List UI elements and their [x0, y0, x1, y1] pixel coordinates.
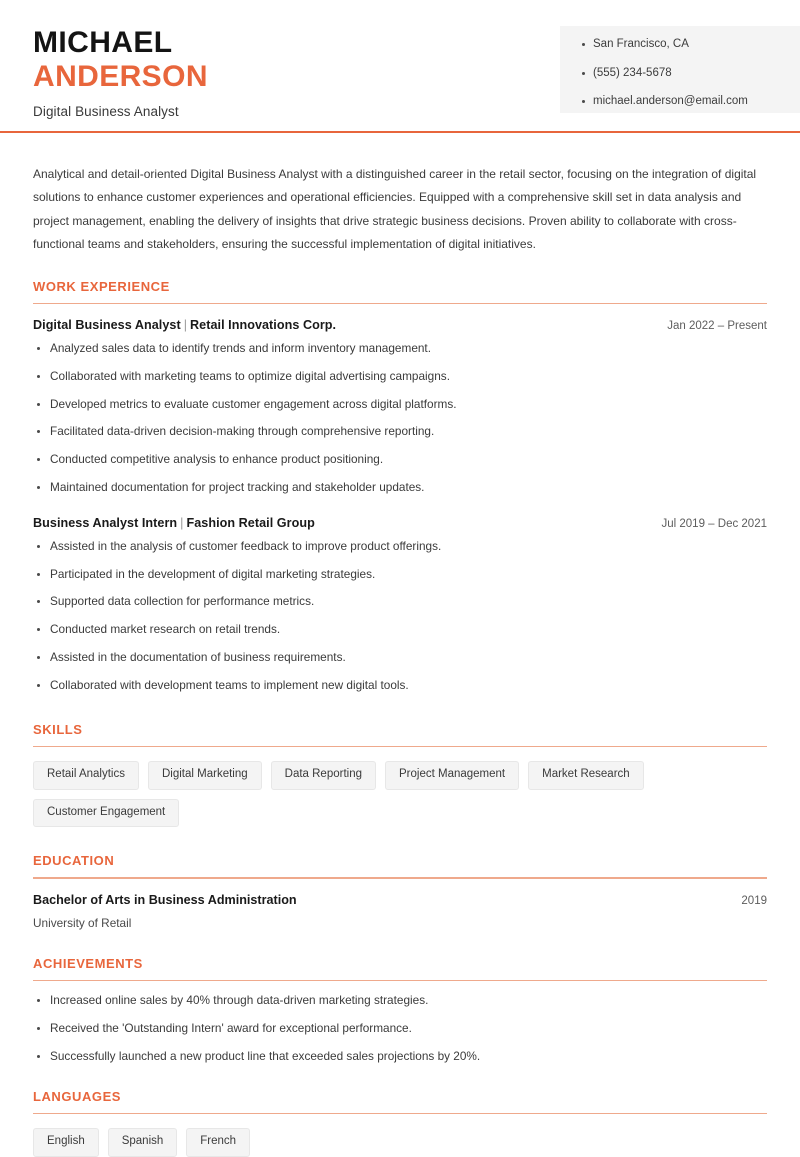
experience-entry-header [33, 516, 767, 530]
experience-role: Business Analyst Intern [33, 515, 178, 530]
section-divider [33, 303, 767, 305]
skill-pill: Retail Analytics [33, 761, 139, 790]
education-entry [33, 893, 767, 930]
section-education [33, 853, 767, 930]
experience-role: Digital Business Analyst [33, 318, 181, 333]
education-year: 2019 [741, 894, 767, 907]
job-title: Digital Business Analyst [33, 104, 179, 120]
experience-bullet: Supported data collection for performance metrics. [33, 596, 767, 608]
experience-company: Retail Innovations Corp. [190, 318, 337, 333]
section-languages [33, 1089, 767, 1157]
achievement-bullet: Successfully launched a new product line that exceeded sales projections by 20%. [33, 1051, 767, 1063]
language-pill: French [186, 1128, 250, 1157]
section-title-work-experience: WORK EXPERIENCE [33, 278, 170, 294]
education-entry-header [33, 893, 767, 907]
section-divider [33, 1113, 767, 1115]
experience-bullet: Facilitated data-driven decision-making through comprehensive reporting. [33, 426, 767, 438]
contact-phone[interactable]: (555) 234-5678 [582, 68, 800, 80]
experience-entry-header [33, 318, 767, 332]
skill-pill: Project Management [385, 761, 519, 790]
contact-location: San Francisco, CA [582, 39, 800, 51]
first-name: MICHAEL [33, 26, 173, 59]
language-pill: Spanish [108, 1128, 178, 1157]
languages-pill-row [33, 1128, 767, 1157]
experience-bullet: Collaborated with marketing teams to optimize digital advertising campaigns. [33, 371, 767, 383]
achievements-bullet-list [33, 995, 767, 1062]
experience-entry [33, 318, 767, 494]
role-company-separator: | [180, 515, 184, 530]
professional-summary: Analytical and detail-oriented Digital Business Analyst with a distinguished career in the retail sector, focusing on the integration of digital solutions to enhance customer experiences and operational efficiencies. Equipped with a comprehensive skill set in data analysis and project management, enabling the delivery of insights that drive strategic business decisions. Proven ability to collaborate with cross-functional teams and stakeholders, ensuring the successful implementation of digital initiatives. [33, 167, 757, 252]
achievement-bullet: Received the 'Outstanding Intern' award for exceptional performance. [33, 1023, 767, 1035]
section-divider [33, 980, 767, 982]
section-title-education: EDUCATION [33, 853, 115, 869]
experience-role-company [33, 318, 336, 332]
contact-list [582, 39, 800, 108]
experience-bullet: Analyzed sales data to identify trends and inform inventory management. [33, 343, 767, 355]
section-title-languages: LANGUAGES [33, 1088, 122, 1104]
experience-bullet: Collaborated with development teams to implement new digital tools. [33, 680, 767, 692]
section-work-experience [33, 279, 767, 692]
resume-header [0, 0, 800, 132]
experience-date: Jan 2022 – Present [667, 320, 767, 333]
experience-bullet: Conducted competitive analysis to enhance product positioning. [33, 454, 767, 466]
section-skills [33, 722, 767, 828]
education-degree: Bachelor of Arts in Business Administration [33, 892, 297, 907]
contact-email[interactable]: michael.anderson@email.com [582, 96, 800, 108]
experience-role-company [33, 516, 315, 530]
achievement-bullet: Increased online sales by 40% through data-driven marketing strategies. [33, 995, 767, 1007]
section-title-achievements: ACHIEVEMENTS [33, 955, 143, 971]
last-name: ANDERSON [33, 59, 208, 93]
skill-pill: Data Reporting [271, 761, 376, 790]
section-divider [33, 877, 767, 879]
experience-bullet-list [33, 343, 767, 494]
section-achievements [33, 956, 767, 1063]
experience-bullet: Developed metrics to evaluate customer engagement across digital platforms. [33, 399, 767, 411]
experience-bullet: Assisted in the analysis of customer feedback to improve product offerings. [33, 541, 767, 553]
resume-content [0, 132, 800, 1157]
skill-pill: Customer Engagement [33, 799, 179, 828]
contact-info-box [560, 26, 800, 113]
language-pill: English [33, 1128, 99, 1157]
header-divider [0, 131, 800, 133]
section-divider [33, 746, 767, 748]
experience-bullet-list [33, 538, 767, 692]
skill-pill: Market Research [528, 761, 644, 790]
experience-bullet: Participated in the development of digital marketing strategies. [33, 569, 767, 581]
experience-bullet: Maintained documentation for project tracking and stakeholder updates. [33, 482, 767, 494]
experience-company: Fashion Retail Group [186, 515, 315, 530]
experience-entry [33, 516, 767, 692]
experience-date: Jul 2019 – Dec 2021 [661, 517, 767, 530]
role-company-separator: | [183, 318, 188, 333]
education-school: University of Retail [33, 915, 132, 930]
experience-bullet: Assisted in the documentation of business requirements. [33, 652, 767, 664]
experience-bullet: Conducted market research on retail trends. [33, 624, 767, 636]
section-title-skills: SKILLS [33, 721, 83, 737]
skill-pill: Digital Marketing [148, 761, 262, 790]
skills-pill-row [33, 761, 767, 827]
